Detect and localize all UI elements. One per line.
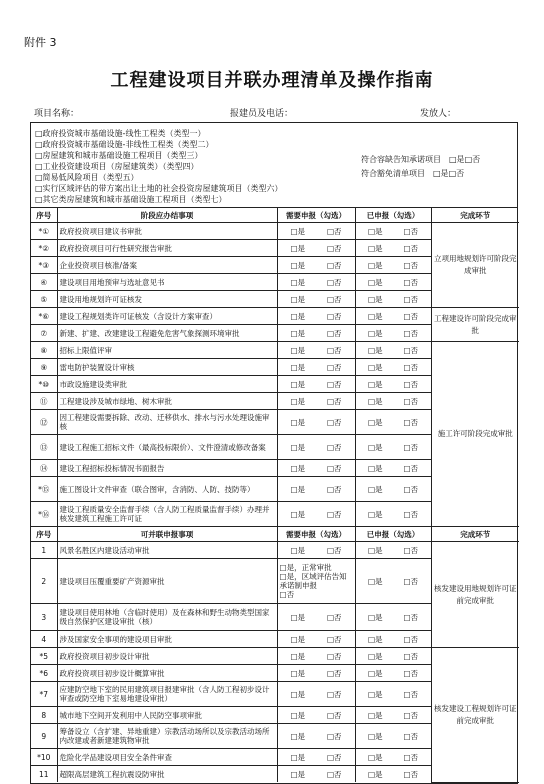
table-row	[31, 223, 519, 240]
item-name: 因工程建设需要拆除、改动、迁移供水、排水与污水处理设施审核	[57, 410, 277, 435]
no-checkbox[interactable]: □否	[326, 484, 342, 494]
project-type-section	[31, 123, 517, 208]
table-row	[31, 648, 519, 665]
no-checkbox[interactable]: □否	[403, 260, 419, 270]
need-declare-cell	[277, 376, 355, 393]
yes-checkbox[interactable]: □是	[367, 668, 383, 678]
item-name: 筹备设立（含扩建、异地重建）宗教活动场所以及宗教活动场所内改建或者新建建筑物审批	[57, 724, 277, 749]
declared-cell	[355, 682, 431, 707]
item-name: 招标上限值评审	[57, 342, 277, 359]
row-number: 4	[31, 631, 57, 648]
yes-checkbox[interactable]: □是	[367, 277, 383, 287]
yes-checkbox[interactable]: □是	[290, 651, 306, 661]
need-declare-cell	[277, 342, 355, 359]
no-checkbox[interactable]: □否	[326, 277, 342, 287]
project-type-option[interactable]: □房屋建筑和城市基础设施工程项目（类型三）	[35, 151, 203, 160]
item-name: 超限高层建筑工程抗震设防审批	[57, 766, 277, 783]
declared-cell	[355, 308, 431, 325]
yes-checkbox[interactable]: □是	[290, 396, 306, 406]
header-cell-done: 已申报（勾选）	[355, 208, 431, 223]
yes-checkbox[interactable]: □是	[367, 484, 383, 494]
project-type-option[interactable]: □政府投资城市基础设施-非线性工程类（类型二）	[35, 140, 214, 149]
no-checkbox[interactable]: □否	[403, 277, 419, 287]
row-number: *⑩	[31, 376, 57, 393]
no-checkbox[interactable]: □否	[326, 362, 342, 372]
declared-cell	[355, 665, 431, 682]
yes-checkbox[interactable]: □是	[290, 243, 306, 253]
item-name: 雷电防护装置设计审核	[57, 359, 277, 376]
project-type-option[interactable]: □实行区域评估的带方案出让土地的社会投资房屋建筑项目（类型六）	[35, 184, 283, 193]
item-name: 工程建设涉及城市绿地、树木审批	[57, 393, 277, 410]
item-name: 政府投资项目初步设计审批	[57, 648, 277, 665]
yes-checkbox[interactable]: □是	[367, 379, 383, 389]
item-name: 涉及国家安全事项的建设项目审批	[57, 631, 277, 648]
need-declare-cell	[277, 665, 355, 682]
yes-checkbox[interactable]: □是	[290, 226, 306, 236]
yes-checkbox[interactable]: □是	[290, 752, 306, 762]
yes-checkbox[interactable]: □是	[290, 463, 306, 473]
project-options	[361, 153, 480, 181]
item-name: 政府投资项目可行性研究报告审批	[57, 240, 277, 257]
item-name: 施工图设计文件审查（联合图审，含消防、人防、技防等）	[57, 477, 277, 502]
no-checkbox[interactable]: □否	[326, 260, 342, 270]
row-number: ④	[31, 274, 57, 291]
no-checkbox[interactable]: □否	[326, 668, 342, 678]
yes-checkbox[interactable]: □是	[290, 260, 306, 270]
yes-checkbox[interactable]: □是	[367, 752, 383, 762]
header-cell-done: 已申报（勾选）	[355, 527, 431, 542]
declared-cell	[355, 477, 431, 502]
declare-option[interactable]: □是，正常审批	[279, 563, 332, 572]
declared-cell	[355, 604, 431, 631]
no-checkbox[interactable]: □否	[326, 294, 342, 304]
need-declare-cell	[277, 604, 355, 631]
declared-cell	[355, 435, 431, 460]
yes-checkbox[interactable]: □是	[290, 345, 306, 355]
declared-cell	[355, 542, 431, 559]
yes-checkbox[interactable]: □是	[290, 328, 306, 338]
project-type-option[interactable]: □政府投资城市基础设施-线性工程类（类型一）	[35, 129, 206, 138]
yes-checkbox[interactable]: □是	[290, 634, 306, 644]
header-cell-no: 序号	[31, 527, 57, 542]
need-declare-cell	[277, 631, 355, 648]
yes-checkbox[interactable]: □是	[290, 484, 306, 494]
yes-checkbox[interactable]: □是	[367, 545, 383, 555]
item-name: 政府投资项目初步设计概算审批	[57, 665, 277, 682]
need-declare-cell	[277, 240, 355, 257]
no-checkbox[interactable]: □否	[326, 463, 342, 473]
no-checkbox[interactable]: □否	[326, 689, 342, 699]
no-checkbox[interactable]: □否	[403, 576, 419, 586]
item-name: 企业投资项目核准/备案	[57, 257, 277, 274]
issuer-label: 发放人：	[420, 109, 457, 119]
no-checkbox[interactable]: □否	[326, 731, 342, 741]
row-number: 3	[31, 604, 57, 631]
declared-cell	[355, 749, 431, 766]
item-name: 建设项目使用林地（含临时使用）及在森林和野生动物类型国家级自然保护区建设审批（核）	[57, 604, 277, 631]
no-checkbox[interactable]: □否	[403, 463, 419, 473]
need-declare-cell	[277, 502, 355, 527]
no-checkbox[interactable]: □否	[326, 769, 342, 779]
need-declare-cell	[277, 682, 355, 707]
project-type-list	[35, 128, 283, 205]
no-checkbox[interactable]: □否	[403, 311, 419, 321]
declared-cell	[355, 707, 431, 724]
row-number: ⑤	[31, 291, 57, 308]
row-number: *7	[31, 682, 57, 707]
no-checkbox[interactable]: □否	[326, 442, 342, 452]
table-row	[31, 342, 519, 359]
no-checkbox[interactable]: □否	[403, 689, 419, 699]
no-checkbox[interactable]: □否	[403, 362, 419, 372]
no-checkbox[interactable]: □否	[403, 668, 419, 678]
yes-checkbox[interactable]: □是	[367, 294, 383, 304]
yes-checkbox[interactable]: □是	[290, 612, 306, 622]
row-number: *⑯	[31, 502, 57, 527]
yes-checkbox[interactable]: □是	[290, 379, 306, 389]
no-checkbox[interactable]: □否	[326, 509, 342, 519]
row-number: 2	[31, 559, 57, 604]
declared-cell	[355, 240, 431, 257]
no-checkbox[interactable]: □否	[326, 379, 342, 389]
item-name: 建设工程招标投标情况书面报告	[57, 460, 277, 477]
no-checkbox[interactable]: □否	[448, 169, 465, 178]
item-name: 危险化学品建设项目安全条件审查	[57, 749, 277, 766]
table-row	[31, 308, 519, 325]
no-checkbox[interactable]: □否	[326, 710, 342, 720]
item-name: 城市地下空间开发利用中人民防空事项审批	[57, 707, 277, 724]
row-number: *⑮	[31, 477, 57, 502]
declared-cell	[355, 223, 431, 240]
yes-checkbox[interactable]: □是	[290, 417, 306, 427]
no-checkbox[interactable]: □否	[403, 379, 419, 389]
header-row	[31, 208, 519, 223]
yes-checkbox[interactable]: □是	[290, 442, 306, 452]
declared-cell	[355, 410, 431, 435]
no-checkbox[interactable]: □否	[403, 226, 419, 236]
yes-checkbox[interactable]: □是	[290, 731, 306, 741]
item-name: 新建、扩建、改建建设工程避免危害气象探测环境审批	[57, 325, 277, 342]
need-declare-cell	[277, 359, 355, 376]
need-declare-cell	[277, 724, 355, 749]
header-cell-stage: 完成环节	[431, 527, 519, 542]
need-declare-cell	[277, 291, 355, 308]
row-number: ⑦	[31, 325, 57, 342]
need-declare-cell	[277, 257, 355, 274]
row-number: ⑬	[31, 435, 57, 460]
no-checkbox[interactable]: □否	[403, 634, 419, 644]
need-declare-cell	[277, 477, 355, 502]
no-checkbox[interactable]: □否	[403, 345, 419, 355]
item-name: 政府投资项目建议书审批	[57, 223, 277, 240]
header-cell-need: 需要申报（勾选）	[277, 208, 355, 223]
row-number: ⑨	[31, 359, 57, 376]
no-checkbox[interactable]: □否	[403, 442, 419, 452]
yes-checkbox[interactable]: □是	[449, 155, 465, 164]
yes-checkbox[interactable]: □是	[433, 169, 449, 178]
yes-checkbox[interactable]: □是	[367, 689, 383, 699]
need-declare-cell	[277, 749, 355, 766]
item-name: 风景名胜区内建设活动审批	[57, 542, 277, 559]
row-number: *③	[31, 257, 57, 274]
need-declare-cell	[277, 274, 355, 291]
row-number: 1	[31, 542, 57, 559]
item-table	[31, 208, 519, 783]
project-flag-label: 符合豁免清单项目	[361, 169, 425, 178]
row-number: *①	[31, 223, 57, 240]
row-number: 11	[31, 766, 57, 783]
need-declare-cell	[277, 460, 355, 477]
need-declare-cell	[277, 410, 355, 435]
item-name: 建设用地规划许可证核发	[57, 291, 277, 308]
yes-checkbox[interactable]: □是	[367, 710, 383, 720]
declare-option[interactable]: □是，区域评估告知承诺制申报	[279, 572, 347, 590]
yes-checkbox[interactable]: □是	[290, 668, 306, 678]
declared-cell	[355, 359, 431, 376]
yes-checkbox[interactable]: □是	[290, 311, 306, 321]
row-number: ⑪	[31, 393, 57, 410]
item-name: 应建防空地下室的民用建筑项目报建审批（含人防工程初步设计审查或防空地下室易地建设审批）	[57, 682, 277, 707]
no-checkbox[interactable]: □否	[403, 294, 419, 304]
yes-checkbox[interactable]: □是	[290, 769, 306, 779]
no-checkbox[interactable]: □否	[403, 710, 419, 720]
form-table	[30, 122, 518, 784]
declare-option[interactable]: □否	[279, 590, 295, 599]
completion-stage: 核发建设用地规划许可证前完成审批	[431, 542, 519, 648]
no-checkbox[interactable]: □否	[326, 345, 342, 355]
no-checkbox[interactable]: □否	[326, 243, 342, 253]
row-number: *⑥	[31, 308, 57, 325]
no-checkbox[interactable]: □否	[403, 651, 419, 661]
completion-stage: 核发建设工程规划许可证前完成审批	[431, 648, 519, 783]
item-name: 建设项目压覆重要矿产资源审批	[57, 559, 277, 604]
row-number: *6	[31, 665, 57, 682]
declared-cell	[355, 631, 431, 648]
yes-checkbox[interactable]: □是	[367, 311, 383, 321]
item-name: 市政设施建设类审批	[57, 376, 277, 393]
need-declare-cell	[277, 325, 355, 342]
declared-cell	[355, 766, 431, 783]
no-checkbox[interactable]: □否	[464, 155, 481, 164]
row-number: *②	[31, 240, 57, 257]
no-checkbox[interactable]: □否	[326, 752, 342, 762]
yes-checkbox[interactable]: □是	[367, 509, 383, 519]
declared-cell	[355, 274, 431, 291]
no-checkbox[interactable]: □否	[326, 545, 342, 555]
item-name: 建设工程施工招标文件（最高投标限价）、文件澄清或修改备案	[57, 435, 277, 460]
no-checkbox[interactable]: □否	[326, 226, 342, 236]
no-checkbox[interactable]: □否	[403, 328, 419, 338]
yes-checkbox[interactable]: □是	[367, 226, 383, 236]
yes-checkbox[interactable]: □是	[367, 634, 383, 644]
declared-cell	[355, 325, 431, 342]
need-declare-cell	[277, 435, 355, 460]
row-number: 8	[31, 707, 57, 724]
completion-stage: 工程建设许可阶段完成审批	[431, 308, 519, 342]
yes-checkbox[interactable]: □是	[290, 509, 306, 519]
item-name: 建设工程质量安全监督手续（含人防工程质量监督手续）办理并核发建筑工程施工许可证	[57, 502, 277, 527]
header-cell-item: 可并联申报事项	[57, 527, 277, 542]
row-number: ⑫	[31, 410, 57, 435]
header-cell-stage: 完成环节	[431, 208, 519, 223]
yes-checkbox[interactable]: □是	[290, 710, 306, 720]
no-checkbox[interactable]: □否	[403, 396, 419, 406]
no-checkbox[interactable]: □否	[403, 612, 419, 622]
project-type-option[interactable]: □其它类房屋建筑和城市基础设施工程项目（类型七）	[35, 195, 227, 204]
row-number: *5	[31, 648, 57, 665]
header-cell-no: 序号	[31, 208, 57, 223]
declared-cell	[355, 460, 431, 477]
no-checkbox[interactable]: □否	[326, 396, 342, 406]
reporter-label: 报建员及电话：	[230, 109, 294, 119]
attachment-label: 附件 3	[24, 36, 57, 49]
need-declare-cell	[277, 308, 355, 325]
no-checkbox[interactable]: □否	[403, 545, 419, 555]
declared-cell	[355, 502, 431, 527]
project-flag-row	[361, 167, 480, 181]
need-declare-cell	[277, 393, 355, 410]
project-type-option[interactable]: □工业投资建设项目（房屋建筑类）（类型四）	[35, 162, 199, 171]
yes-checkbox[interactable]: □是	[367, 345, 383, 355]
no-checkbox[interactable]: □否	[403, 752, 419, 762]
no-checkbox[interactable]: □否	[326, 612, 342, 622]
row-number: ⑧	[31, 342, 57, 359]
yes-checkbox[interactable]: □是	[367, 731, 383, 741]
no-checkbox[interactable]: □否	[326, 328, 342, 338]
yes-checkbox[interactable]: □是	[367, 463, 383, 473]
no-checkbox[interactable]: □否	[403, 243, 419, 253]
no-checkbox[interactable]: □否	[403, 509, 419, 519]
yes-checkbox[interactable]: □是	[290, 689, 306, 699]
yes-checkbox[interactable]: □是	[290, 545, 306, 555]
row-number: *10	[31, 749, 57, 766]
declared-cell	[355, 342, 431, 359]
need-declare-cell	[277, 648, 355, 665]
project-name-label: 项目名称：	[34, 109, 80, 119]
no-checkbox[interactable]: □否	[403, 769, 419, 779]
declared-cell	[355, 291, 431, 308]
need-declare-cell	[277, 223, 355, 240]
yes-checkbox[interactable]: □是	[367, 612, 383, 622]
item-name: 建设工程规划类许可证核发（含设计方案审查）	[57, 308, 277, 325]
yes-checkbox[interactable]: □是	[367, 417, 383, 427]
project-flag-label: 符合容缺告知承诺项目	[361, 155, 441, 164]
declared-cell	[355, 724, 431, 749]
yes-checkbox[interactable]: □是	[367, 243, 383, 253]
no-checkbox[interactable]: □否	[326, 634, 342, 644]
declared-cell	[355, 376, 431, 393]
row-number: ⑭	[31, 460, 57, 477]
header-row	[31, 527, 519, 542]
project-flag-row	[361, 153, 480, 167]
no-checkbox[interactable]: □否	[403, 731, 419, 741]
yes-checkbox[interactable]: □是	[367, 769, 383, 779]
header-cell-need: 需要申报（勾选）	[277, 527, 355, 542]
document-title: 工程建设项目并联办理清单及操作指南	[110, 70, 434, 91]
need-declare-cell	[277, 542, 355, 559]
yes-checkbox[interactable]: □是	[367, 260, 383, 270]
need-declare-cell	[277, 707, 355, 724]
yes-checkbox[interactable]: □是	[290, 277, 306, 287]
no-checkbox[interactable]: □否	[326, 651, 342, 661]
no-checkbox[interactable]: □否	[403, 417, 419, 427]
declared-cell	[355, 648, 431, 665]
yes-checkbox[interactable]: □是	[367, 328, 383, 338]
item-name: 建设项目用地预审与选址意见书	[57, 274, 277, 291]
yes-checkbox[interactable]: □是	[367, 442, 383, 452]
yes-checkbox[interactable]: □是	[290, 362, 306, 372]
need-declare-options	[277, 559, 355, 604]
yes-checkbox[interactable]: □是	[367, 362, 383, 372]
yes-checkbox[interactable]: □是	[367, 576, 383, 586]
declared-cell	[355, 559, 431, 604]
declared-cell	[355, 393, 431, 410]
yes-checkbox[interactable]: □是	[367, 396, 383, 406]
row-number: 9	[31, 724, 57, 749]
need-declare-cell	[277, 766, 355, 783]
yes-checkbox[interactable]: □是	[290, 294, 306, 304]
completion-stage: 立项用地规划许可阶段完成审批	[431, 223, 519, 308]
no-checkbox[interactable]: □否	[326, 417, 342, 427]
table-row	[31, 542, 519, 559]
completion-stage: 施工许可阶段完成审批	[431, 342, 519, 527]
no-checkbox[interactable]: □否	[326, 311, 342, 321]
declared-cell	[355, 257, 431, 274]
header-cell-item: 阶段应办结事项	[57, 208, 277, 223]
project-type-option[interactable]: □简易低风险项目（类型五）	[35, 173, 139, 182]
no-checkbox[interactable]: □否	[403, 484, 419, 494]
yes-checkbox[interactable]: □是	[367, 651, 383, 661]
